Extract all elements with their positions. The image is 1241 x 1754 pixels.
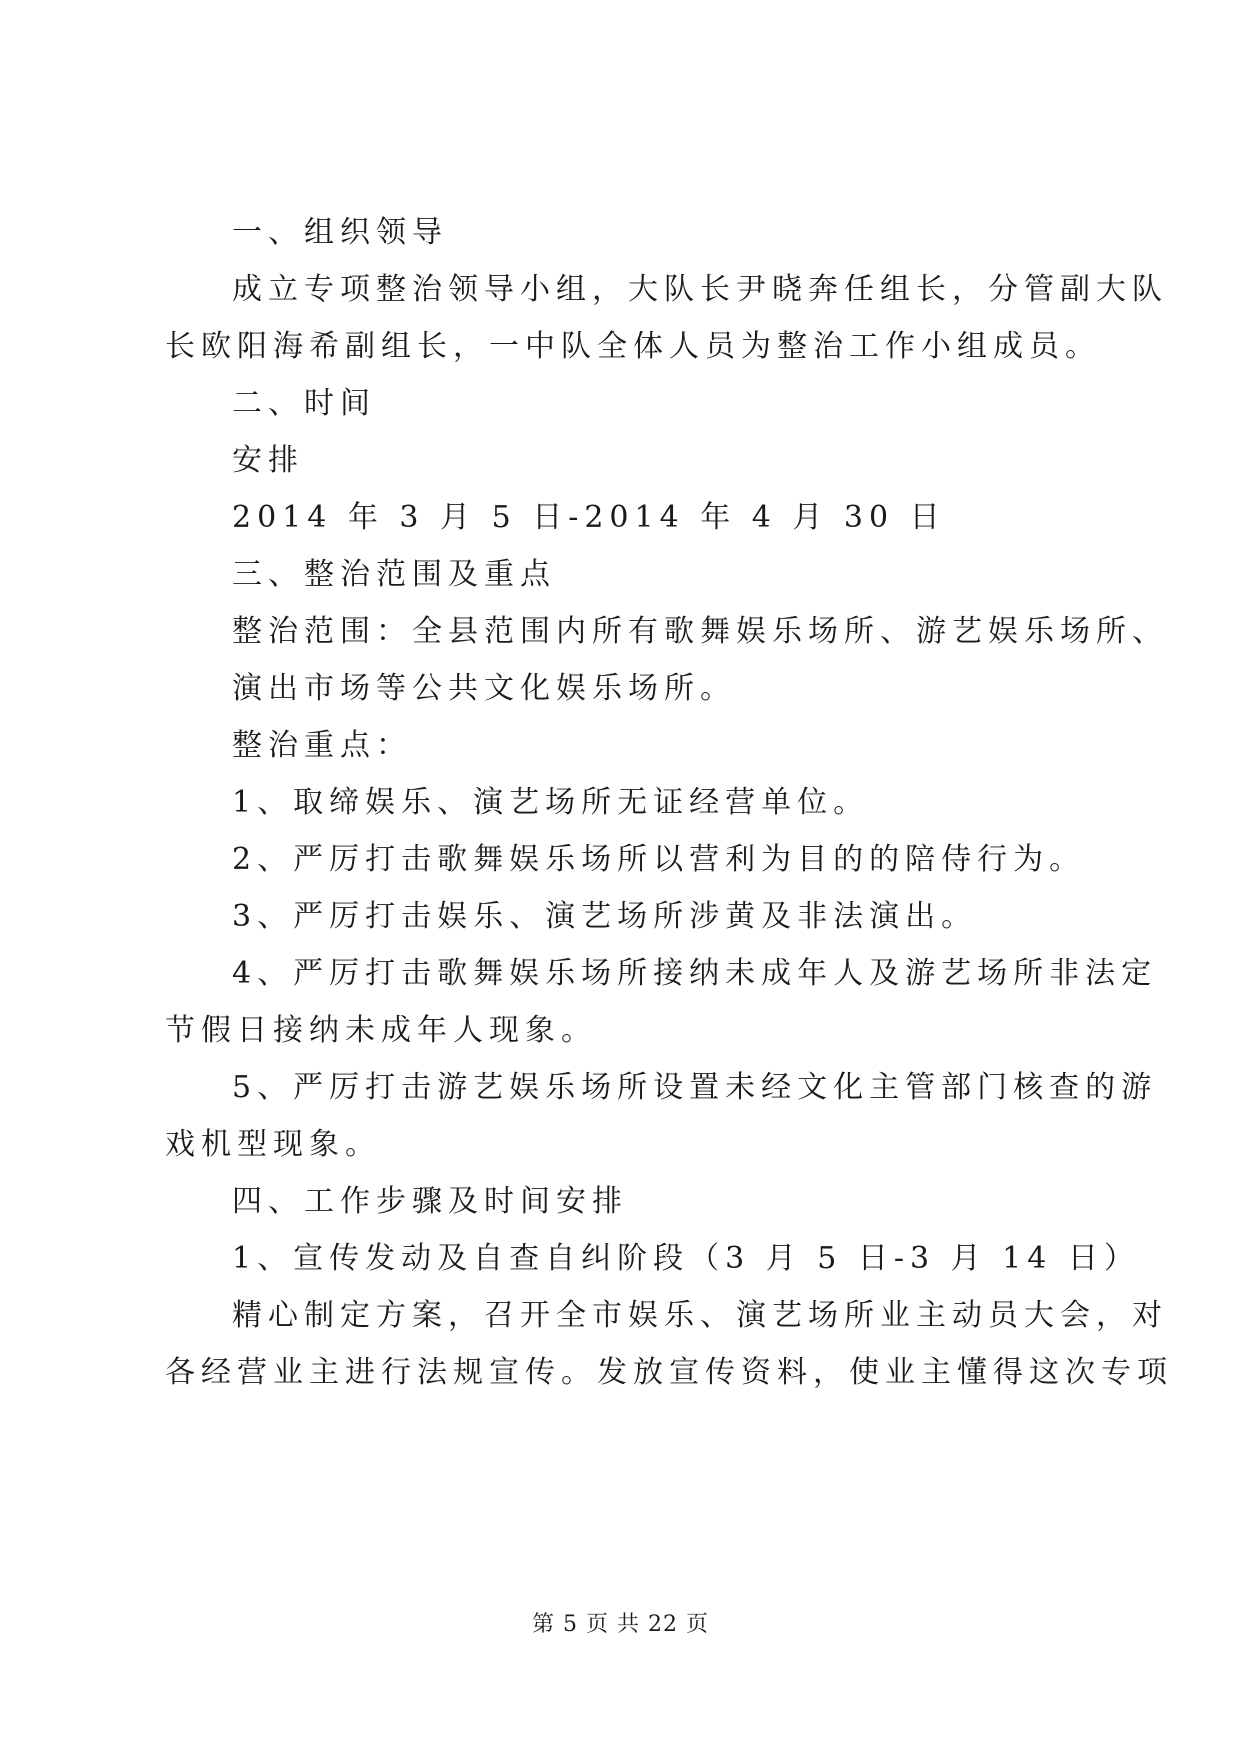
- heading-time: 二、时间: [232, 386, 376, 421]
- heading-scope: 三、整治范围及重点: [232, 557, 556, 592]
- list-item: 1、取缔娱乐、演艺场所无证经营单位。: [232, 785, 870, 820]
- list-item: 4、严厉打击歌舞娱乐场所接纳未成年人及游艺场所非法定: [232, 956, 1158, 991]
- heading-organization: 一、组织领导: [232, 215, 448, 250]
- page-number-footer: 第 5 页 共 22 页: [532, 1612, 709, 1637]
- heading-steps: 四、工作步骤及时间安排: [232, 1184, 628, 1219]
- paragraph-line: 演出市场等公共文化娱乐场所。: [232, 671, 736, 706]
- subheading-key-points: 整治重点：: [232, 728, 412, 763]
- list-item: 3、严厉打击娱乐、演艺场所涉黄及非法演出。: [232, 899, 978, 934]
- paragraph-line: 安排: [232, 443, 304, 478]
- date-range-line: 2014 年 3 月 5 日-2014 年 4 月 30 日: [232, 500, 946, 535]
- paragraph-line: 整治范围：全县范围内所有歌舞娱乐场所、游艺娱乐场所、: [232, 614, 1168, 649]
- list-item: 1、宣传发动及自查自纠阶段（3 月 5 日-3 月 14 日）: [232, 1241, 1140, 1276]
- paragraph-line: 精心制定方案，召开全市娱乐、演艺场所业主动员大会，对: [232, 1298, 1168, 1333]
- list-item-continuation: 节假日接纳未成年人现象。: [165, 1013, 597, 1048]
- list-item: 2、严厉打击歌舞娱乐场所以营利为目的的陪侍行为。: [232, 842, 1086, 877]
- list-item: 5、严厉打击游艺娱乐场所设置未经文化主管部门核查的游: [232, 1070, 1158, 1105]
- paragraph-line: 各经营业主进行法规宣传。发放宣传资料，使业主懂得这次专项: [165, 1355, 1173, 1390]
- paragraph-line: 长欧阳海希副组长，一中队全体人员为整治工作小组成员。: [165, 329, 1101, 364]
- paragraph-line: 成立专项整治领导小组，大队长尹晓奔任组长，分管副大队: [232, 272, 1168, 307]
- list-item-continuation: 戏机型现象。: [165, 1127, 381, 1162]
